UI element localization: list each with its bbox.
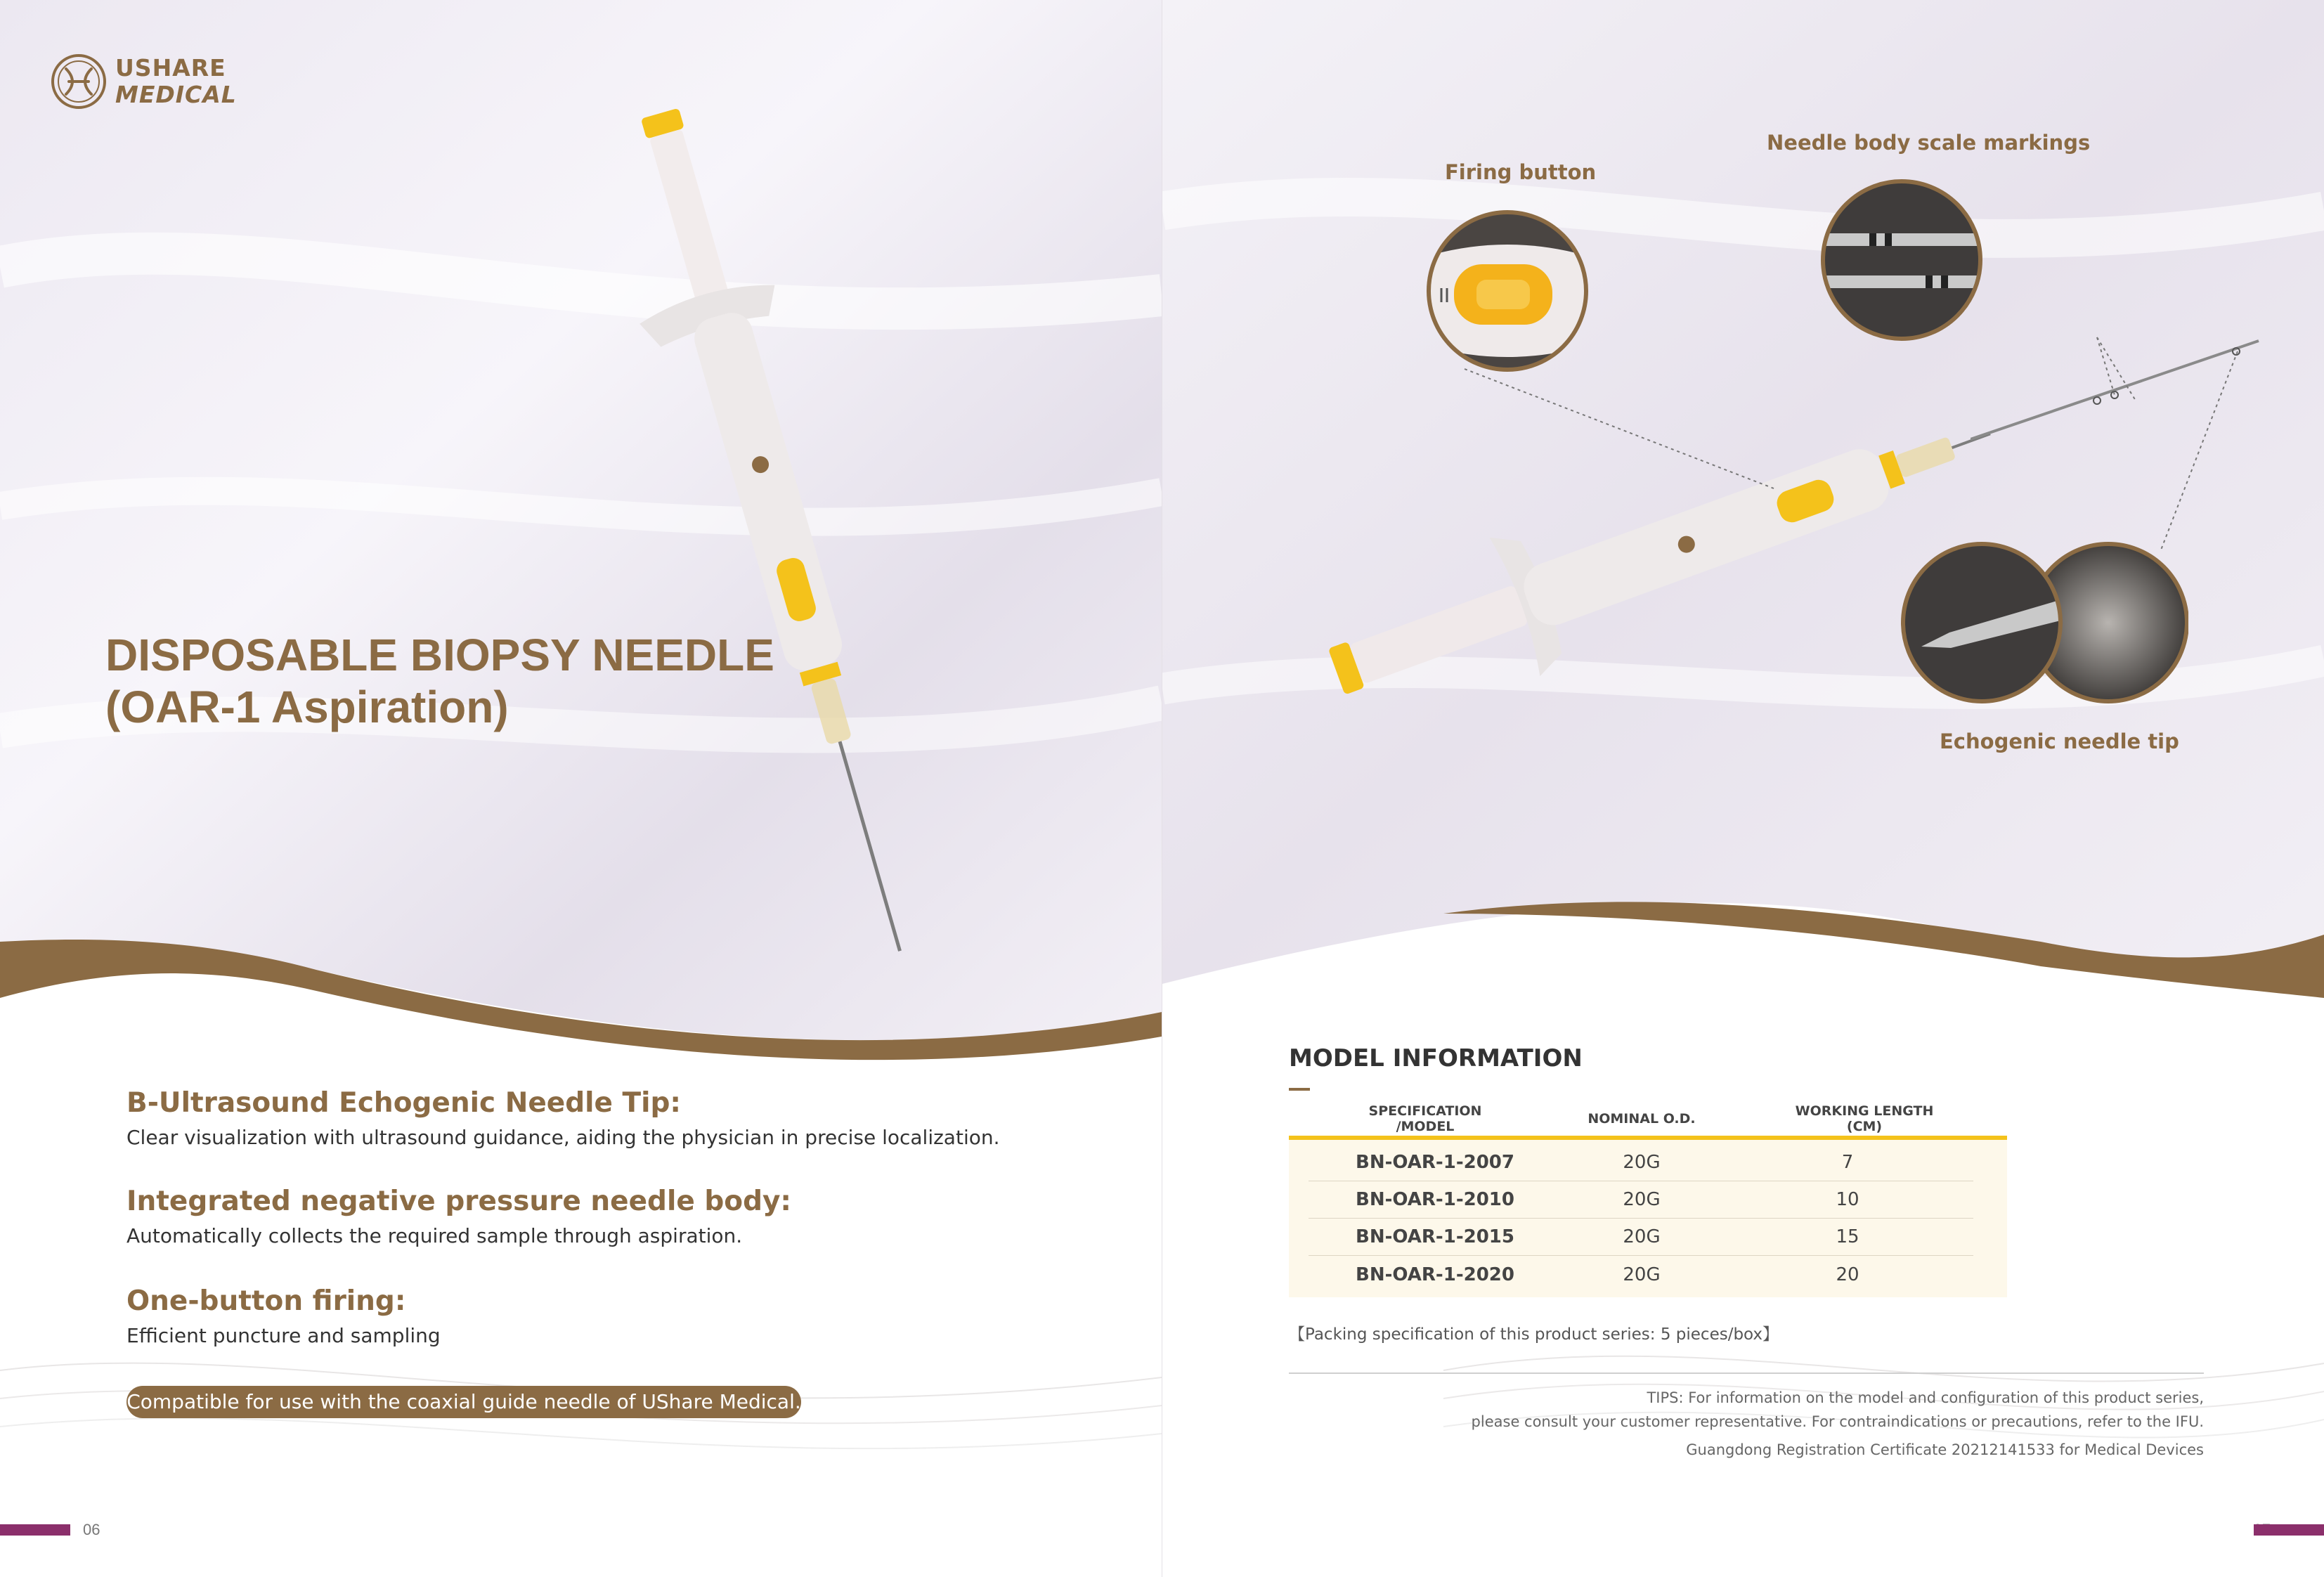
echogenic-tip-detail-image — [1900, 541, 2188, 710]
cell-model: BN-OAR-1-2015 — [1356, 1226, 1514, 1247]
feature-echogenic-tip — [126, 1086, 1000, 1152]
table-row — [1309, 1256, 1973, 1293]
product-title-line1: DISPOSABLE BIOPSY NEEDLE — [105, 630, 774, 680]
header-working-length — [1722, 1103, 2007, 1134]
page-number-left: 06 — [83, 1521, 100, 1538]
cell-model: BN-OAR-1-2007 — [1356, 1152, 1514, 1173]
model-information-title: MODEL INFORMATION — [1289, 1044, 1583, 1072]
tips-divider — [1289, 1372, 2204, 1374]
scale-markings-detail-image — [1820, 179, 1983, 342]
header-length-line2: (CM) — [1846, 1119, 1883, 1134]
table-header — [1289, 1102, 2007, 1140]
compatibility-badge: Compatible for use with the coaxial guide needle of UShare Medical. — [126, 1386, 801, 1418]
tips-line1: TIPS: For information on the model and configuration of this product series, — [1647, 1389, 2204, 1406]
table-body — [1289, 1140, 2007, 1297]
cell-od: 20G — [1623, 1226, 1661, 1247]
brand-logo — [49, 52, 237, 111]
product-title-line2: (OAR-1 Aspiration) — [105, 682, 509, 732]
packing-specification: 【Packing specification of this product series: 5 pieces/box】 — [1289, 1325, 1779, 1344]
header-nominal-od: NOMINAL O.D. — [1588, 1111, 1696, 1127]
page-number-bar-right — [2254, 1524, 2324, 1536]
biopsy-needle-image-vertical — [576, 70, 970, 998]
feature-title: One-button firing: — [126, 1285, 406, 1317]
callout-scale-markings: Needle body scale markings — [1767, 131, 2091, 155]
cell-od: 20G — [1623, 1152, 1661, 1173]
table-row — [1309, 1219, 1973, 1256]
title-underline-dash — [1289, 1088, 1310, 1091]
header-specification — [1289, 1103, 1562, 1134]
registration-certificate: Guangdong Registration Certificate 20212141533 for Medical Devices — [1686, 1441, 2204, 1458]
header-length-line1: WORKING LENGTH — [1795, 1103, 1934, 1119]
brand-line2: MEDICAL — [115, 81, 237, 108]
feature-text: Clear visualization with ultrasound guidance, aiding the physician in precise localization. — [126, 1126, 1000, 1149]
callout-echogenic-tip: Echogenic needle tip — [1940, 729, 2179, 753]
firing-button-detail-image — [1426, 209, 1589, 372]
page-number-bar-left — [0, 1524, 70, 1536]
cell-length: 20 — [1836, 1264, 1859, 1285]
cell-length: 15 — [1836, 1226, 1859, 1247]
tips-block — [1472, 1386, 2204, 1462]
ushare-logo-icon — [49, 52, 108, 111]
feature-title: Integrated negative pressure needle body: — [126, 1186, 792, 1217]
feature-one-button-firing — [126, 1284, 441, 1350]
tips-line2: please consult your customer representative. For contraindications or precautions, refer to the IFU. — [1471, 1413, 2204, 1430]
feature-title: B-Ultrasound Echogenic Needle Tip: — [126, 1087, 682, 1119]
cell-model: BN-OAR-1-2010 — [1356, 1189, 1514, 1210]
header-spec-line2: /MODEL — [1396, 1119, 1455, 1134]
cell-od: 20G — [1623, 1264, 1661, 1285]
brand-name — [115, 55, 237, 108]
cell-od: 20G — [1623, 1189, 1661, 1210]
product-title — [105, 629, 774, 733]
feature-text: Automatically collects the required sample through aspiration. — [126, 1224, 743, 1247]
cell-model: BN-OAR-1-2020 — [1356, 1264, 1514, 1285]
header-spec-line1: SPECIFICATION — [1368, 1103, 1482, 1119]
table-row — [1309, 1144, 1973, 1181]
feature-negative-pressure — [126, 1184, 791, 1250]
feature-text: Efficient puncture and sampling — [126, 1324, 441, 1347]
brand-line1: USHARE — [115, 54, 226, 82]
model-table — [1289, 1102, 2007, 1297]
right-page — [1162, 0, 2324, 1577]
callout-firing-button: Firing button — [1445, 160, 1597, 184]
cell-length: 10 — [1836, 1189, 1859, 1210]
cell-length: 7 — [1841, 1152, 1854, 1173]
table-row — [1309, 1181, 1973, 1219]
